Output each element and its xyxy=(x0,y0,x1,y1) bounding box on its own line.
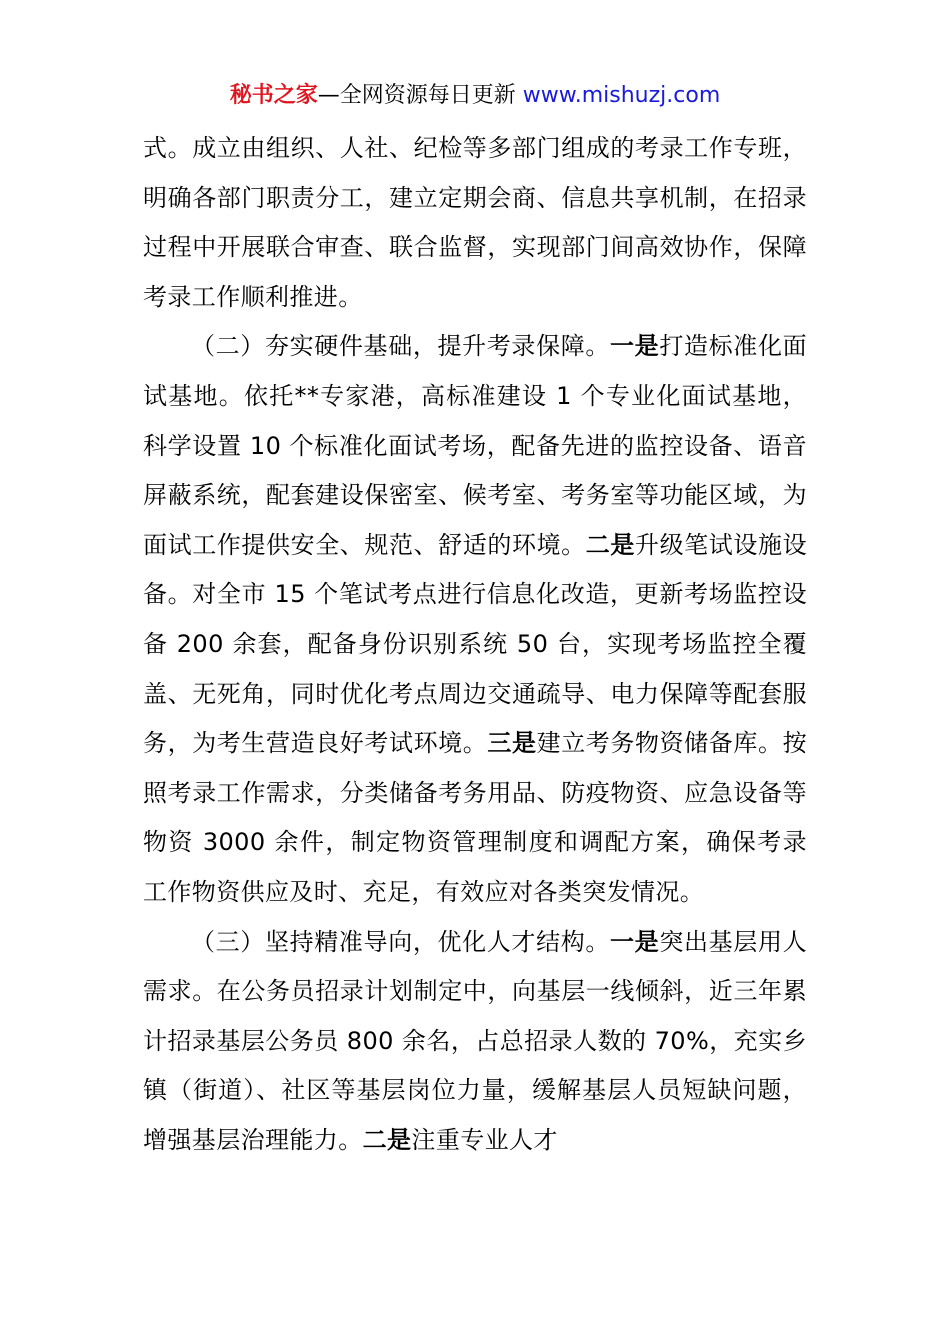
section-heading: （三）坚持精准导向，优化人才结构。 xyxy=(191,927,611,956)
paragraph-text: 注重专业人才 xyxy=(411,1125,558,1154)
paragraph-text: 打造标准化面试基地。依托**专家港，高标准建设 1 个专业化面试基地，科学设置 10 个标准化面试考场，配备先进的监控设备、语音屏蔽系统，配套建设保密室、候考室、考务室等功能区域，为面试工作提供安全、规范、舒适的环境。 xyxy=(143,332,807,559)
header-url-link[interactable]: www.mishuzj.com xyxy=(522,83,721,108)
bold-marker: 二是 xyxy=(585,530,635,559)
section-heading: （二）夯实硬件基础，提升考录保障。 xyxy=(191,332,611,361)
paragraph-text: 式。成立由组织、人社、纪检等多部门组成的考录工作专班，明确各部门职责分工，建立定期会商、信息共享机制，在招录过程中开展联合审查、联合监督，实现部门间高效协作，保障考录工作顺利推进。 xyxy=(143,134,807,311)
bold-marker: 三是 xyxy=(487,729,537,758)
paragraph-3 xyxy=(143,918,807,1166)
document-body xyxy=(143,124,807,1165)
bold-marker: 二是 xyxy=(362,1125,412,1154)
paragraph-text: 建立考务物资储备库。按照考录工作需求，分类储备考务用品、防疫物资、应急设备等物资 3000 余件，制定物资管理制度和调配方案，确保考录工作物资供应及时、充足，有效应对各类突发情况。 xyxy=(143,729,807,906)
page-header xyxy=(0,80,950,112)
paragraph-1 xyxy=(143,124,807,322)
paragraph-2 xyxy=(143,322,807,917)
paragraph-text: 升级笔试设施设备。对全市 15 个笔试考点进行信息化改造，更新考场监控设备 200 余套，配备身份识别系统 50 台，实现考场监控全覆盖、无死角，同时优化考点周边交通疏导、电力保障等配套服务，为考生营造良好考试环境。 xyxy=(143,530,807,758)
bold-marker: 一是 xyxy=(610,332,660,361)
header-brand: 秘书之家 xyxy=(229,83,318,108)
bold-marker: 一是 xyxy=(610,927,660,956)
header-slogan: —全网资源每日更新 xyxy=(317,83,523,108)
paragraph-text: 突出基层用人需求。在公务员招录计划制定中，向基层一线倾斜，近三年累计招录基层公务员 800 余名，占总招录人数的 70%，充实乡镇（街道）、社区等基层岗位力量，缓解基层人员短缺问题，增强基层治理能力。 xyxy=(143,927,807,1154)
